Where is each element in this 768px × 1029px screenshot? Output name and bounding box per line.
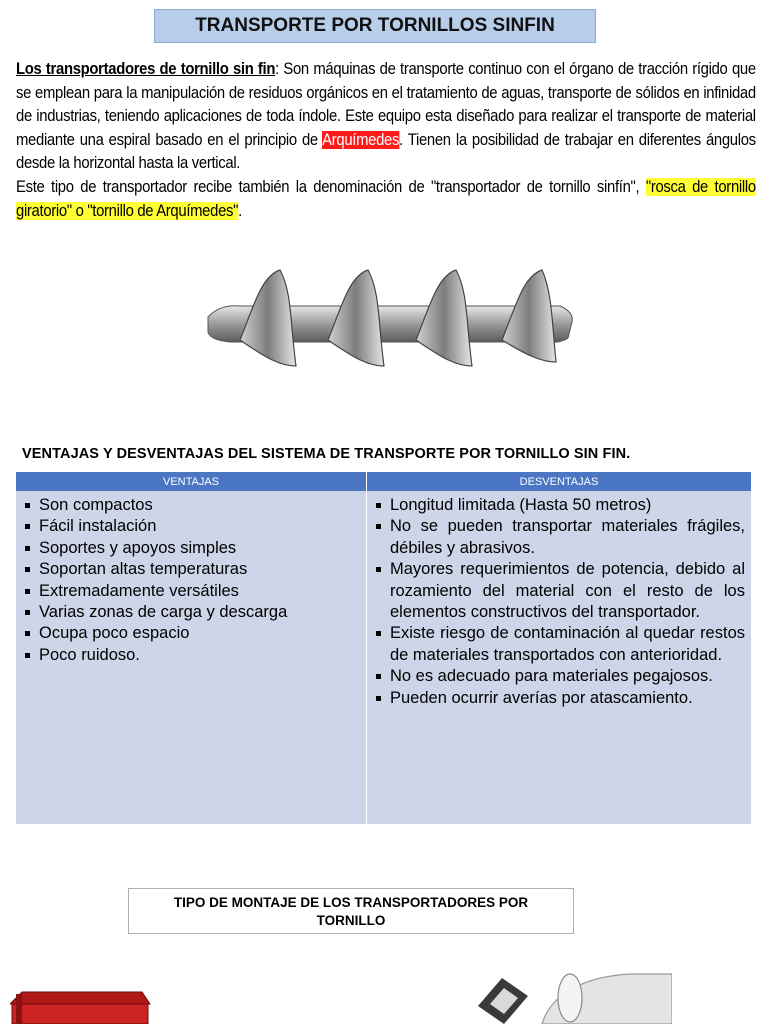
intro-text-c: Este tipo de transportador recibe también la denominación de "transportador de tornillo sinfín", (16, 177, 646, 196)
list-item: Soportan altas temperaturas (24, 559, 360, 580)
list-item: Poco ruidoso. (24, 645, 360, 666)
ventajas-cell (16, 491, 367, 824)
highlight-names: "rosca de tornillo giratorio" o "tornillo de Arquímedes" (16, 177, 756, 220)
list-item: Existe riesgo de contaminación al quedar restos de materiales transportados con anterioridad. (375, 623, 745, 666)
intro-text-b: . Tienen la posibilidad de trabajar en diferentes ángulos desde la horizontal hasta la vertical. (16, 130, 756, 173)
intro-text-d: . (238, 201, 242, 220)
list-item: Soportes y apoyos simples (24, 538, 360, 559)
desventajas-cell (367, 491, 752, 824)
hopper-photo (10, 982, 160, 1024)
list-item: Fácil instalación (24, 516, 360, 537)
mounting-title-line-1: TIPO DE MONTAJE DE LOS TRANSPORTADORES POR (173, 895, 529, 910)
column-header-ventajas: VENTAJAS (16, 472, 367, 491)
conveyor-tube-photo (472, 966, 672, 1024)
list-item: Son compactos (24, 495, 360, 516)
list-item: No es adecuado para materiales pegajosos. (375, 666, 745, 687)
highlight-arquimedes: Arquímedes (322, 130, 400, 149)
screw-conveyor-image (200, 262, 578, 380)
intro-text (16, 58, 756, 223)
list-item: Pueden ocurrir averías por atascamiento. (375, 688, 745, 709)
mounting-title (128, 888, 574, 934)
intro-paragraph-1 (16, 58, 756, 176)
list-item: No se pueden transportar materiales frágiles, débiles y abrasivos. (375, 516, 745, 559)
advantages-table (16, 472, 752, 824)
lead-term: Los transportadores de tornillo sin fin (16, 60, 276, 78)
advantages-heading: VENTAJAS Y DESVENTAJAS DEL SISTEMA DE TRANSPORTE POR TORNILLO SIN FIN. (22, 446, 631, 462)
ventajas-list (24, 495, 360, 666)
list-item: Mayores requerimientos de potencia, debido al rozamiento del material con el resto de los elementos constructivos del transportador. (375, 559, 745, 623)
list-item: Ocupa poco espacio (24, 623, 360, 644)
list-item: Varias zonas de carga y descarga (24, 602, 360, 623)
mounting-title-line-2: TORNILLO (316, 913, 386, 928)
intro-paragraph-2 (16, 176, 756, 223)
page-title: TRANSPORTE POR TORNILLOS SINFIN (154, 9, 596, 43)
list-item: Extremadamente versátiles (24, 581, 360, 602)
column-header-desventajas: DESVENTAJAS (367, 472, 752, 491)
list-item: Longitud limitada (Hasta 50 metros) (375, 495, 745, 516)
intro-text-a: : Son máquinas de transporte continuo con el órgano de tracción rígido que se emplean para la manipulación de residuos orgánicos en el tratamiento de aguas, transporte de sólidos en infinidad de industrias, teniendo aplicaciones de toda índole. Este equipo esta diseñado para realizar el transporte de material mediante una espiral basado en el principio de (16, 60, 756, 149)
desventajas-list (375, 495, 745, 709)
